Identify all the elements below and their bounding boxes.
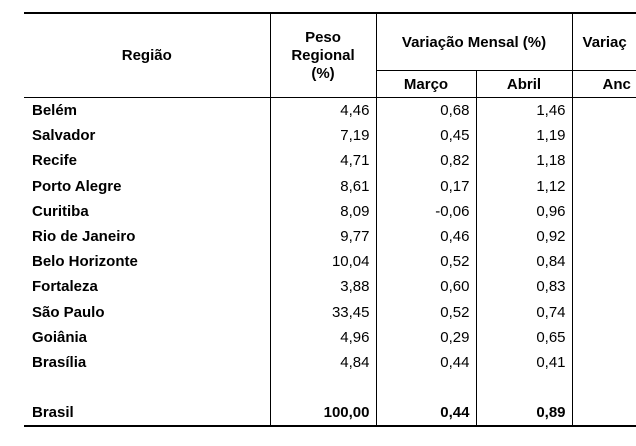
cell-abril: 0,84 [476, 249, 572, 274]
cell-region: Salvador [32, 127, 96, 145]
cell-marco: -0,06 [376, 199, 476, 224]
cell-marco: 0,29 [376, 325, 476, 350]
cell-next [572, 123, 636, 148]
cell-abril: 1,19 [476, 123, 572, 148]
cell-region: Porto Alegre [32, 177, 122, 195]
cell-marco: 0,44 [376, 350, 476, 375]
cell-peso: 8,09 [270, 199, 376, 224]
cell-peso: 4,46 [270, 98, 376, 124]
cell-region: Belo Horizonte [32, 253, 138, 271]
cell-region: Brasília [32, 353, 87, 371]
cell-abril: 0,41 [476, 350, 572, 375]
total-marco: 0,44 [376, 400, 476, 426]
regional-variation-table [24, 12, 636, 427]
header-peso-line1: Peso [305, 28, 341, 46]
cell-peso: 3,88 [270, 274, 376, 299]
cell-marco: 0,52 [376, 300, 476, 325]
total-region: Brasil [24, 400, 270, 426]
cell-abril: 0,92 [476, 224, 572, 249]
spacer-cell [270, 375, 376, 400]
table-row [24, 325, 636, 350]
cell-marco: 0,17 [376, 174, 476, 199]
cell-peso: 4,84 [270, 350, 376, 375]
spacer-row [24, 375, 636, 400]
table-row [24, 123, 636, 148]
spacer-cell [24, 375, 270, 400]
cell-peso: 33,45 [270, 300, 376, 325]
total-abril: 0,89 [476, 400, 572, 426]
header-abril: Abril [476, 71, 572, 98]
cell-region: Belém [32, 102, 78, 120]
cell-next [572, 199, 636, 224]
header-marco: Março [376, 71, 476, 98]
table-row [24, 98, 636, 124]
cell-next [572, 325, 636, 350]
table-row [24, 350, 636, 375]
cell-abril: 1,46 [476, 98, 572, 124]
header-peso-line3: (%) [311, 64, 335, 82]
cell-region: São Paulo [32, 303, 105, 321]
header-peso-line2: Regional [291, 46, 355, 64]
table-row [24, 249, 636, 274]
cell-peso: 10,04 [270, 249, 376, 274]
total-peso: 100,00 [270, 400, 376, 426]
total-next [572, 400, 636, 426]
cell-peso: 4,71 [270, 148, 376, 173]
cell-next [572, 224, 636, 249]
spacer-cell [376, 375, 476, 400]
cell-region: Curitiba [32, 202, 89, 220]
table-row [24, 174, 636, 199]
cell-next [572, 249, 636, 274]
cell-peso: 7,19 [270, 123, 376, 148]
cell-abril: 0,65 [476, 325, 572, 350]
cell-next [572, 98, 636, 124]
table-row [24, 148, 636, 173]
table-row [24, 199, 636, 224]
cell-marco: 0,68 [376, 98, 476, 124]
table-row [24, 224, 636, 249]
total-row [24, 400, 636, 426]
cell-marco: 0,52 [376, 249, 476, 274]
cell-abril: 1,12 [476, 174, 572, 199]
cell-next [572, 148, 636, 173]
cell-region: Goiânia [32, 328, 88, 346]
cell-region: Fortaleza [32, 278, 98, 296]
cell-region: Recife [32, 152, 78, 170]
header-peso-regional [270, 13, 376, 98]
cell-marco: 0,46 [376, 224, 476, 249]
spacer-cell [572, 375, 636, 400]
table-row [24, 300, 636, 325]
cell-abril: 1,18 [476, 148, 572, 173]
header-variacao-next: Variaç [572, 13, 636, 71]
cell-abril: 0,74 [476, 300, 572, 325]
cell-region: Rio de Janeiro [32, 228, 136, 246]
header-next-sub: Anc [572, 71, 636, 98]
cell-next [572, 174, 636, 199]
cell-abril: 0,96 [476, 199, 572, 224]
cell-marco: 0,45 [376, 123, 476, 148]
cell-next [572, 350, 636, 375]
header-variacao-mensal: Variação Mensal (%) [376, 13, 572, 71]
spacer-cell [476, 375, 572, 400]
cell-next [572, 300, 636, 325]
cell-abril: 0,83 [476, 274, 572, 299]
cell-peso: 8,61 [270, 174, 376, 199]
cell-marco: 0,60 [376, 274, 476, 299]
cell-peso: 4,96 [270, 325, 376, 350]
cell-next [572, 274, 636, 299]
table-row [24, 274, 636, 299]
cell-marco: 0,82 [376, 148, 476, 173]
header-region: Região [24, 13, 270, 98]
cell-peso: 9,77 [270, 224, 376, 249]
